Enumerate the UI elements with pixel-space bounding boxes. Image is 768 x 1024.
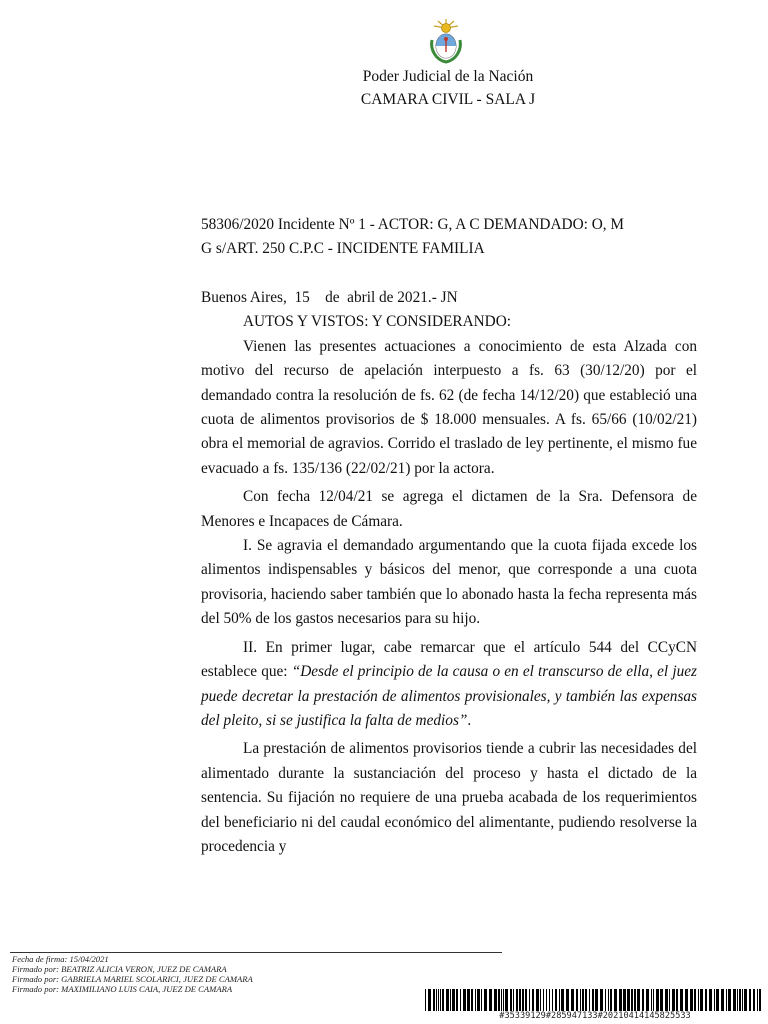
case-caption-line-2: G s/ART. 250 C.P.C - INCIDENTE FAMILIA (201, 240, 485, 258)
section-heading: AUTOS Y VISTOS: Y CONSIDERANDO: (243, 313, 512, 331)
barcode-number: #35339129#285947133#20210414145825533 (499, 1011, 691, 1021)
paragraph-4-intro: II. En primer lugar, cabe remarcar que el artículo 544 del CCyCN establece que: (201, 638, 697, 681)
paragraph-4 (201, 636, 697, 734)
paragraph-1: Vienen las presentes actuaciones a conocimiento de esta Alzada con motivo del recurso de apelación interpuesto a fs. 63 (30/12/20) por el demandado contra la resolución de fs. 62 (de fecha 14/12/20) que estableció una cuota de alimentos provisorios de $ 18.000 mensuales. A fs. 65/66 (10/02/21) obra el memorial de agravios. Corrido el traslado de ley pertinente, el mismo fue evacuado a fs. 135/136 (22/02/21) por la actora. (201, 337, 697, 477)
institution-name: Poder Judicial de la Nación (362, 68, 534, 85)
argentina-coat-of-arms-icon (426, 18, 466, 64)
signature-divider (10, 952, 502, 953)
signature-date: Fecha de firma: 15/04/2021 (12, 954, 109, 964)
resolution-body (201, 286, 697, 859)
case-caption-line-1: 58306/2020 Incidente Nº 1 - ACTOR: G, A C DEMANDADO: O, M (201, 216, 624, 233)
signer-1: Firmado por: BEATRIZ ALICIA VERON, JUEZ DE CAMARA (12, 964, 227, 974)
barcode (425, 989, 765, 1011)
chamber-name: CAMARA CIVIL - SALA J (360, 91, 536, 108)
signer-2: Firmado por: GABRIELA MARIEL SCOLARICI, JUEZ DE CAMARA (12, 974, 253, 984)
paragraph-3: I. Se agravia el demandado argumentando que la cuota fijada excede los alimentos indispensables y básicos del menor, que corresponde a una cuota provisoria, haciendo saber también que lo abonado hasta la fecha representa más del 50% de los gastos necesarios para su hijo. (201, 537, 697, 628)
date-line: Buenos Aires, 15 de abril de 2021.- JN (201, 289, 458, 306)
legal-quote: “Desde el principio de la causa o en el transcurso de ella, el juez puede decretar la prestación de alimentos provisionales, y también las expensas del pleito, si se justifica la falta de medios” (201, 663, 697, 729)
signer-3: Firmado por: MAXIMILIANO LUIS CAIA, JUEZ DE CAMARA (12, 984, 233, 994)
paragraph-2: Con fecha 12/04/21 se agrega el dictamen de la Sra. Defensora de Menores e Incapaces de Cámara. (201, 488, 697, 530)
paragraph-5: La prestación de alimentos provisorios tiende a cubrir las necesidades del alimentado durante la sustanciación del proceso y hasta el dictado de la sentencia. Su fijación no requiere de una prueba acabada de los requerimientos del beneficiario ni del caudal económico del alimentante, pudiendo resolverse la procedencia y (201, 740, 697, 855)
case-caption (201, 213, 697, 262)
paragraph-4-end: . (467, 711, 472, 729)
